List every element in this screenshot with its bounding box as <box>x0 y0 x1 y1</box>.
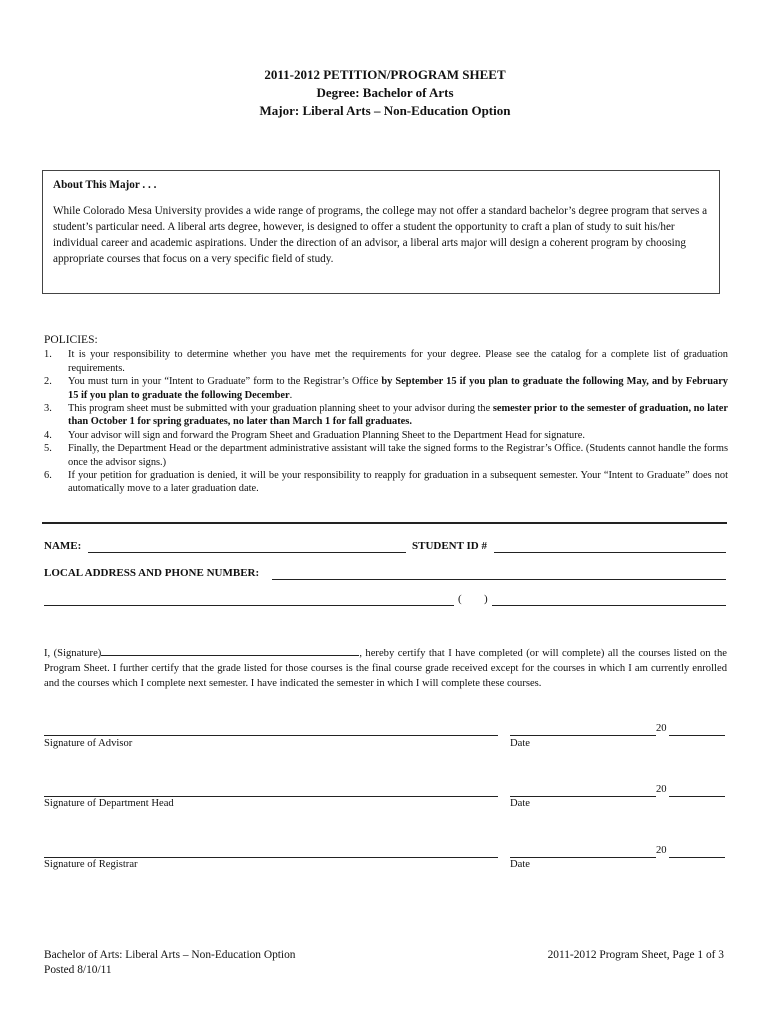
dept-head-date-label: Date <box>510 798 530 809</box>
footer-left <box>44 948 296 978</box>
student-signature-field[interactable] <box>101 645 359 656</box>
title-line-1: 2011-2012 PETITION/PROGRAM SHEET <box>264 67 506 82</box>
policy-text: This program sheet must be submitted with your graduation planning sheet to your advisor during the semester prior to the semester of graduation, no later than October 1 for spring graduates, no later than March 1 for fall graduates. <box>68 403 728 428</box>
address-label: LOCAL ADDRESS AND PHONE NUMBER: <box>44 567 260 579</box>
policies-heading: POLICIES: <box>44 334 98 346</box>
cert-prefix: I, (Signature) <box>44 648 102 659</box>
policy-text: It is your responsibility to determine whether you have met the requirements for your degree. Please see the catalog for a complete list of graduation requirements. <box>68 349 728 374</box>
dept-head-signature-line[interactable] <box>44 796 498 797</box>
policy-number: 6. <box>44 470 52 482</box>
about-heading: About This Major . . . <box>53 179 157 191</box>
policies-section <box>44 334 728 496</box>
footer-posted-date: Posted 8/10/11 <box>44 964 112 976</box>
registrar-year-prefix: 20 <box>656 845 667 856</box>
dept-head-year-line[interactable] <box>669 796 725 797</box>
name-label: NAME: <box>44 540 82 552</box>
policy-text: You must turn in your “Intent to Graduate” form to the Registrar’s Office by September 15 if you plan to graduate the following May, and by February 15 if you plan to graduate the following December. <box>68 376 729 401</box>
title-line-3: Major: Liberal Arts – Non-Education Option <box>259 103 511 118</box>
phone-close-paren: ) <box>484 593 488 605</box>
phone-field[interactable] <box>492 605 726 606</box>
registrar-year-line[interactable] <box>669 857 725 858</box>
document-title <box>0 66 770 120</box>
policy-text: Your advisor will sign and forward the Program Sheet and Graduation Planning Sheet to the Department Head for signature. <box>68 429 585 441</box>
advisor-date-label: Date <box>510 738 530 749</box>
advisor-year-prefix: 20 <box>656 723 667 734</box>
policy-item <box>44 402 728 429</box>
title-line-2: Degree: Bachelor of Arts <box>316 85 454 100</box>
policy-number: 4. <box>44 429 52 441</box>
policy-number: 5. <box>44 443 52 455</box>
policy-number: 1. <box>44 349 52 361</box>
registrar-date-line[interactable] <box>510 857 656 858</box>
student-id-label: STUDENT ID # <box>412 540 487 552</box>
registrar-signature-line[interactable] <box>44 857 498 858</box>
registrar-signature-label: Signature of Registrar <box>44 859 138 870</box>
dept-head-signature-label: Signature of Department Head <box>44 798 174 809</box>
about-body: While Colorado Mesa University provides a wide range of programs, the college may not offer a standard bachelor’s degree program that serves a student’s particular need. A liberal arts degree, however, is designed to offer a student the opportunity to craft a plan of study to suit his/her individual career and academic aspirations. Under the direction of an advisor, a liberal arts major will design a coherent program by choosing appropriate courses that focus on a very specific field of study. <box>53 205 708 265</box>
advisor-year-line[interactable] <box>669 735 725 736</box>
policy-text: If your petition for graduation is denied, it will be your responsibility to reapply for graduation in a subsequent semester. Your “Intent to Graduate” does not automatically move to a later graduation date. <box>68 470 728 495</box>
certification-statement <box>44 645 727 691</box>
policy-number: 2. <box>44 376 52 388</box>
section-divider <box>42 522 727 524</box>
advisor-signature-label: Signature of Advisor <box>44 738 133 749</box>
address-field-line-2[interactable] <box>44 605 454 606</box>
student-id-field[interactable] <box>494 552 726 553</box>
address-field[interactable] <box>272 579 726 580</box>
policy-item <box>44 442 728 469</box>
about-major-box <box>42 170 720 294</box>
advisor-signature-line[interactable] <box>44 735 498 736</box>
advisor-date-line[interactable] <box>510 735 656 736</box>
policy-item <box>44 348 728 375</box>
policy-item <box>44 429 728 442</box>
policy-item <box>44 375 728 402</box>
cert-text: , hereby certify that I have completed (or will complete) all the courses listed on the Program Sheet. I further certify that the grade listed for those courses is the final course grade received except for the courses in which I am currently enrolled and the courses which I complete next semester. I have indicated the semester in which I will complete these courses. <box>44 648 727 689</box>
dept-head-year-prefix: 20 <box>656 784 667 795</box>
name-field[interactable] <box>88 552 406 553</box>
policy-item <box>44 469 728 496</box>
footer-program-name: Bachelor of Arts: Liberal Arts – Non-Education Option <box>44 949 296 961</box>
policy-number: 3. <box>44 403 52 415</box>
registrar-date-label: Date <box>510 859 530 870</box>
footer-page-number: 2011-2012 Program Sheet, Page 1 of 3 <box>547 949 724 961</box>
phone-open-paren: ( <box>458 593 462 605</box>
policy-text: Finally, the Department Head or the department administrative assistant will take the signed forms to the Registrar’s Office. (Students cannot handle the forms once the advisor signs.) <box>68 443 728 468</box>
dept-head-date-line[interactable] <box>510 796 656 797</box>
